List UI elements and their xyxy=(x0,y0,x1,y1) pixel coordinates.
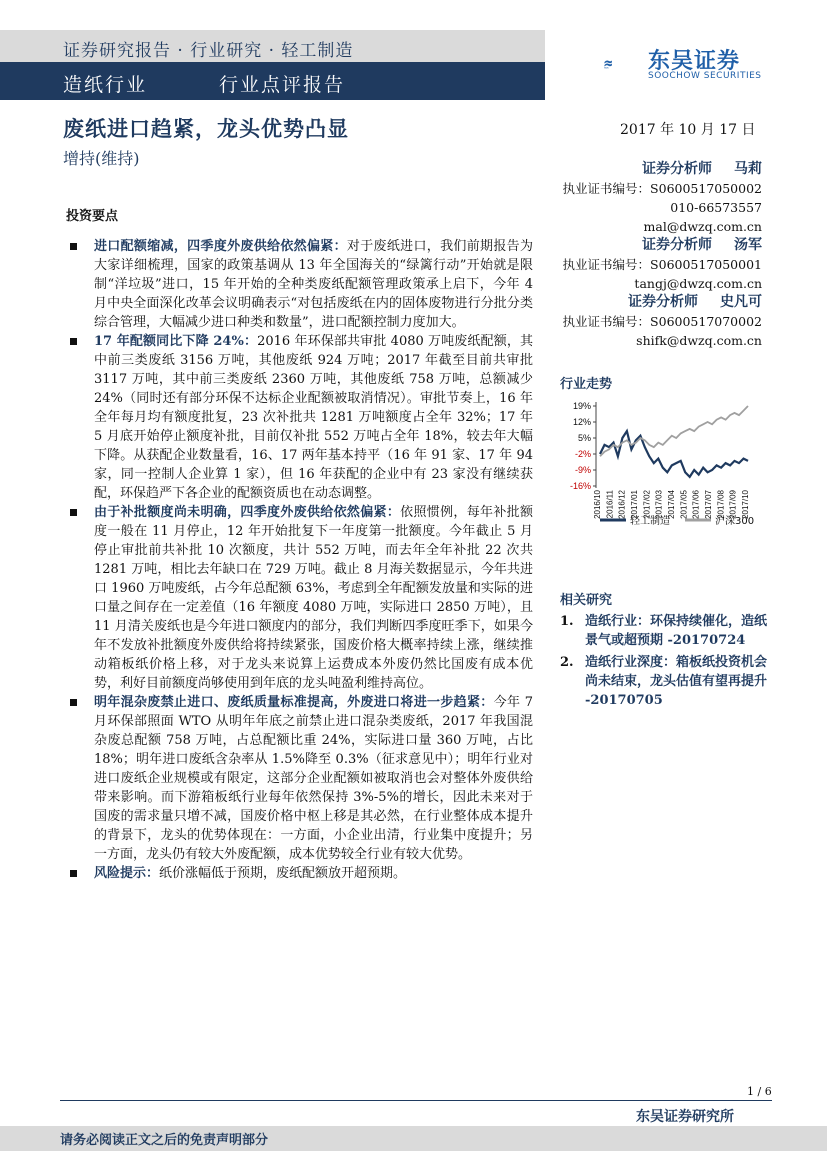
related-item[interactable] xyxy=(560,612,772,650)
y-tick-label: -2% xyxy=(574,449,591,459)
footer-institute: 东吴证券研究所 xyxy=(636,1109,734,1125)
related-num: 1. xyxy=(560,614,574,629)
summary-bullet xyxy=(70,332,533,503)
related-list xyxy=(560,612,772,713)
bullet-heading: 由于补批额度尚未明确，四季度外废供给依然偏紧： xyxy=(94,505,401,520)
analyst-cert: 执业证书编号：S0600517050002 xyxy=(562,181,762,196)
y-tick-label: 19% xyxy=(572,401,591,411)
square-bullet-icon xyxy=(70,870,77,877)
analyst-name: 史凡可 xyxy=(720,294,762,310)
bullet-text: 2016 年环保部共审批 4080 万吨废纸配额，其中前三类废纸 3156 万吨，其他废纸 924 万吨；2017 年截至目前共审批 3117 万吨，其中前三类废纸 2360 万吨，其他废纸 758 万吨，总额减少 24%（同时还有部分环保不达标企业配额被取消情况）。审批节奏上，16 年全年每月均有额度批复，23 次补批共 1281 万吨额度占全年 32%；17 年 5 月底开始停止额度补批，目前仅补批 552 万吨占全年 18%，较去年大幅下降。从获配企业数量看，16、17 两年基本持平（16 年 91 家、17 年 94 家，同一控制人企业算 1 家），但 16 年获配的企业中有 23 家没有继续获配，环保趋严下各企业的配额资质也在动态调整。 xyxy=(94,334,533,501)
summary-bullet xyxy=(70,503,533,693)
legend-label: 沪深300 xyxy=(715,516,755,527)
analyst-cert: 执业证书编号：S0600517050001 xyxy=(562,257,762,272)
x-tick-label: 2017/04 xyxy=(667,490,676,519)
report-date: 2017 年 10 月 17 日 xyxy=(620,122,756,138)
summary-bullet xyxy=(70,693,533,864)
x-tick-label: 2017/08 xyxy=(716,490,726,519)
disclaimer-text: 请务必阅读正文之后的免责声明部分 xyxy=(60,1133,269,1148)
analyst-title: 证券分析师 xyxy=(642,161,712,177)
bullet-heading: 17 年配额同比下降 24%： xyxy=(94,334,258,349)
summary-title: 投资要点 xyxy=(66,209,119,224)
series-line-industry xyxy=(600,431,748,477)
report-title: 废纸进口趋紧，龙头优势凸显 xyxy=(63,116,349,141)
summary-bullet xyxy=(70,237,533,332)
analyst-list xyxy=(540,160,762,350)
y-tick-label: 12% xyxy=(572,417,591,427)
analyst-block xyxy=(540,160,762,236)
x-tick-label: 2017/09 xyxy=(728,490,738,519)
x-tick-label: 2017/02 xyxy=(642,490,652,519)
logo-name-cn: 东吴证券 xyxy=(648,49,741,74)
x-tick-label: 2017/05 xyxy=(679,490,689,519)
related-num: 2. xyxy=(560,655,574,670)
report-type-label: 行业点评报告 xyxy=(219,74,346,96)
related-title: 相关研究 xyxy=(560,593,613,608)
square-bullet-icon xyxy=(70,243,77,250)
industry-label: 造纸行业 xyxy=(63,74,148,96)
series-line-hs300 xyxy=(600,406,748,456)
bullet-heading: 明年混杂废禁止进口、废纸质量标准提高，外废进口将进一步趋紧： xyxy=(94,695,494,710)
footer-divider xyxy=(60,1100,772,1101)
analyst-title: 证券分析师 xyxy=(628,294,698,310)
x-tick-label: 2017/10 xyxy=(741,490,750,519)
x-tick-label: 2017/06 xyxy=(691,490,701,519)
x-tick-label: 2016/12 xyxy=(617,490,627,519)
analyst-name: 马莉 xyxy=(734,161,762,177)
x-tick-label: 2017/01 xyxy=(630,490,639,519)
square-bullet-icon xyxy=(70,509,77,516)
bullet-text: 依照惯例，每年补批额度一般在 11 月停止，12 年开始批复下一年度第一批额度。今年截止 5 月停止审批前共补批 10 次额度，共计 552 万吨，而去年全年补批 22 次共 1281 万吨，相比去年缺口在 729 万吨。截止 8 月海关数据显示，今年共进口 1960 万吨废纸，占今年总配额 63%，考虑到全年配额发放量和实际的进口量之间存在一定差值（16 年额度 4080 万吨，实际进口 2850 万吨），且 11 月清关废纸也是今年进口额度内的部分，我们判断四季度旺季下，如果今年不发放补批额度外废供给将持续紧张，国废价格大概率持续上涨，继续推动箱板纸价格上移，对于龙头来说算上运费成本外废仍然比国废有成本优势，利好目前额度尚够使用到年底的龙头吨盈利维持高位。 xyxy=(94,505,533,691)
soochow-logo-icon xyxy=(603,44,645,84)
industry-trend-chart xyxy=(560,396,760,536)
analyst-cert: 执业证书编号：S0600517070002 xyxy=(562,314,762,329)
analyst-email[interactable]: mal@dwzq.com.cn xyxy=(643,219,762,234)
related-item[interactable] xyxy=(560,653,772,710)
x-tick-label: 2017/07 xyxy=(704,490,713,519)
x-tick-label: 2016/10 xyxy=(593,490,602,519)
chart-title: 行业走势 xyxy=(560,377,613,392)
x-tick-label: 2016/11 xyxy=(605,490,615,519)
summary-bullet xyxy=(70,864,533,883)
analyst-email[interactable]: tangj@dwzq.com.cn xyxy=(634,276,762,291)
legend-label: 轻工制造 xyxy=(630,516,670,527)
y-tick-label: -9% xyxy=(574,465,591,475)
bullet-text: 纸价涨幅低于预期，废纸配额放开超预期。 xyxy=(159,866,407,881)
bullet-heading: 风险提示： xyxy=(94,866,160,881)
y-tick-label: -16% xyxy=(569,481,591,491)
logo-name-en: SOOCHOW SECURITIES xyxy=(648,71,762,81)
analyst-email[interactable]: shifk@dwzq.com.cn xyxy=(636,333,762,348)
analyst-block xyxy=(540,236,762,293)
x-tick-label: 2017/03 xyxy=(654,490,664,519)
bullet-text: 今年 7 月环保部照面 WTO 从明年年底之前禁止进口混杂类废纸，2017 年我国混杂废总配额 758 万吨，占总配额比重 24%，实际进口量 360 万吨，占比 18%；明年进口废纸含杂率从 1.5%降至 0.3%（征求意见中）；明年行业对进口废纸企业规模或有限定，这部分企业配额如被取消也会对整体外废供给带来影响。而下游箱板纸行业每年依然保持 3%-5%的增长，因此未来对于国废的需求量只增不减，国废价格中枢上移是其必然，在行业整体成本提升的背景下，龙头的优势体现在：一方面，小企业出清，行业集中度提升；另一方面，龙头仍有较大外废配额，成本优势较全行业有较大优势。 xyxy=(94,695,533,862)
bullet-text: 对于废纸进口，我们前期报告为大家详细梳理，国家的政策基调从 13 年全国海关的“绿篱行动”开始就是限制“洋垃圾”进口，15 年开始的全种类废纸配额管理政策承上启下，今年 4 月中央全面深化改革会议明确表示“对包括废纸在内的固体废物进行分批分类综合管理，大幅减少进口种类和数量”，进口配额控制力度加大。 xyxy=(94,239,533,330)
breadcrumb: 证券研究报告 · 行业研究 · 轻工制造 xyxy=(63,41,354,61)
analyst-phone: 010-66573557 xyxy=(670,200,762,215)
analyst-block xyxy=(540,293,762,350)
page-number: 1 / 6 xyxy=(747,1085,772,1098)
related-text: 造纸行业：环保持续催化，造纸景气或超预期 -20170724 xyxy=(585,614,768,648)
bullet-heading: 进口配额缩减，四季度外废供给依然偏紧： xyxy=(94,239,347,254)
y-tick-label: 5% xyxy=(577,433,591,443)
square-bullet-icon xyxy=(70,699,77,706)
rating: 增持(维持) xyxy=(63,149,140,168)
chart-svg xyxy=(560,396,760,536)
summary-bullets xyxy=(70,237,533,883)
analyst-title: 证券分析师 xyxy=(642,237,712,253)
analyst-name: 汤军 xyxy=(734,237,762,253)
logo-mark-text: SCS xyxy=(604,67,609,70)
related-text: 造纸行业深度：箱板纸投资机会尚未结束，龙头估值有望再提升 -20170705 xyxy=(585,655,768,708)
square-bullet-icon xyxy=(70,338,77,345)
